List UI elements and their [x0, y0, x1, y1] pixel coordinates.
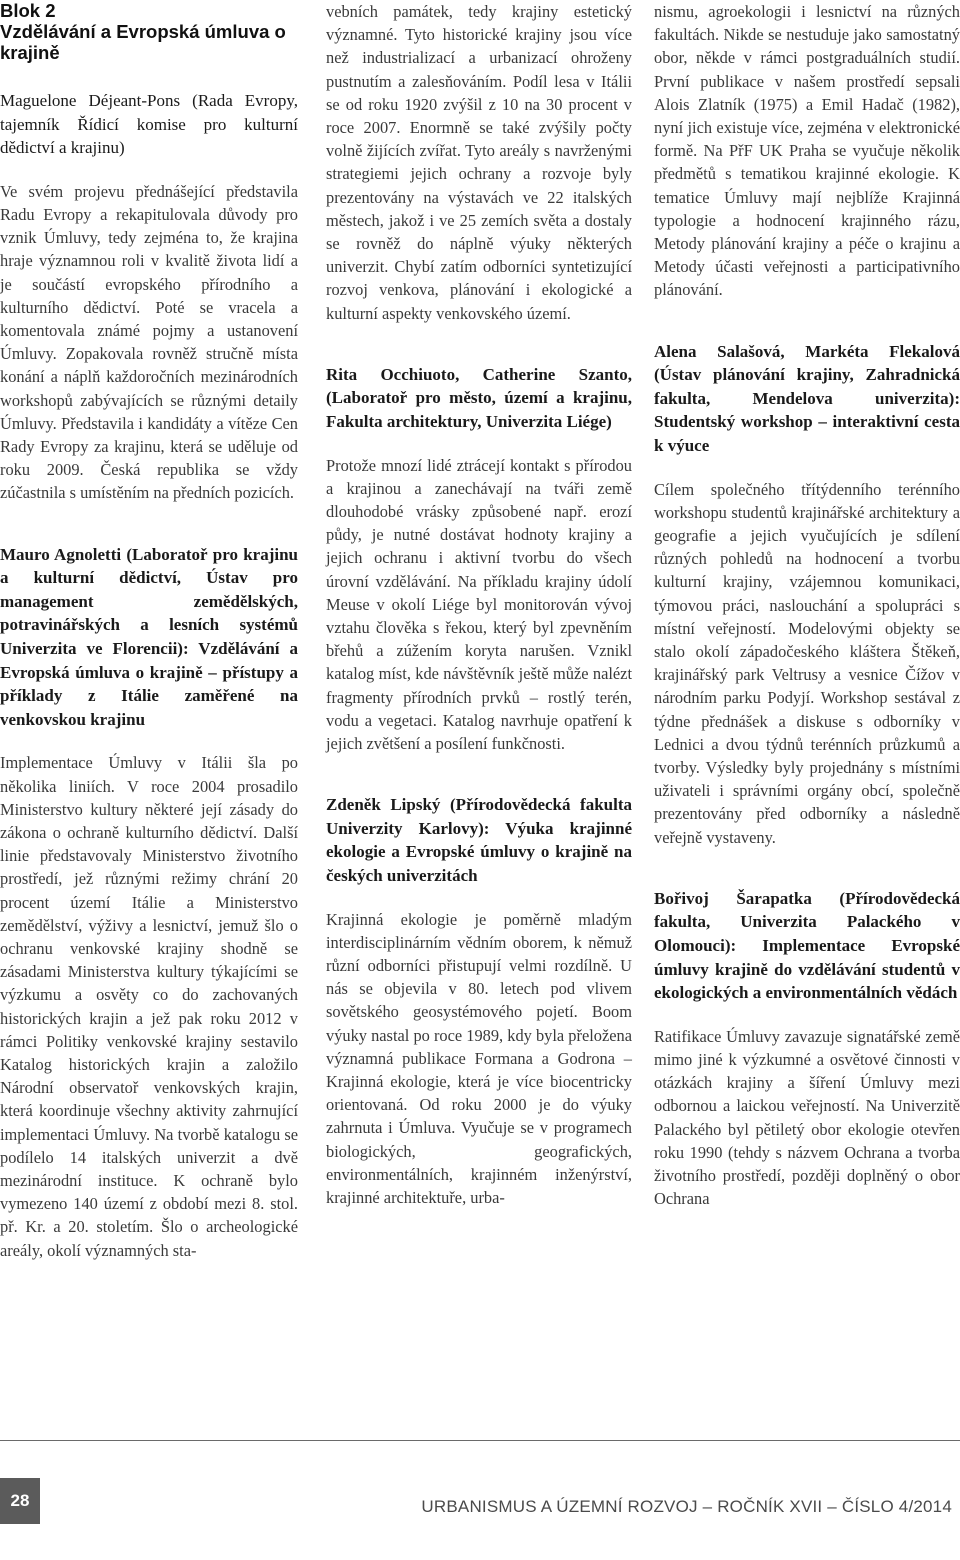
column-left: [0, 0, 298, 1262]
section-title-sarapatka: Bořivoj Šarapatka (Přírodovědecká fakulta, Univerzita Palackého v Olomouci): Implementace Evropské úmluvy krajině do vzdělávání studentů v ekologických a environmentálních vědách: [654, 888, 960, 1003]
footer-divider: [0, 1440, 960, 1441]
paragraph-lipsky-continued: nismu, agroekologii i lesnictví na různých fakultách. Nikde se nestuduje jako samostatný obor, někde v rámci postgraduálních studií. První publikace v našem prostředí sepsali Alois Zlatník (1975) a Emil Hadač (1982), nyní jich existuje více, zejména v elektronické formě. Na PřF UK Praha se vyučuje několik předmětů s tematikou krajinné ekologie. K tematice Úmluvy mají nejblíže Krajinná typologie a hodnocení krajinného rázu, Metody plánování krajiny a péče o krajinu a Metody účasti veřejnosti a participativního plánování.: [654, 2, 960, 300]
paragraph-dejeant-pons: Ve svém projevu přednášející představila Radu Evropy a rekapitulovala důvody pro vznik Úmluvy, tedy zejména to, že krajina hraje významnou roli v kvalitě života lidí a je součástí evropského přírodního a kulturního dědictví. Poté se vracela a komentovala známé pojmy a ustanovení Úmluvy. Zopakovala rovněž stručně místa konání a náplň každoročních mezinárodních workshopů zabývajících se různými detaily Úmluvy. Představila i kandidáty a vítěze Cen Rady Evropy za krajinu, která se uděluje od roku 2009. Česká republika se vždy zúčastnila s umístěním na předních pozicích.: [0, 181, 298, 503]
section-title-occhiuoto-szanto: Rita Occhiuoto, Catherine Szanto, (Laboratoř pro město, území a krajinu, Fakulta architektury, Univerzita Liége): [326, 364, 632, 432]
page-number: 28: [0, 1478, 40, 1524]
block-heading-title: Vzdělávání a Evropská úmluva o krajině: [0, 21, 286, 63]
block-heading-number: Blok 2: [0, 0, 56, 21]
spacer: [0, 505, 298, 543]
spacer: [654, 849, 960, 887]
section-title-dejeant-pons: Maguelone Déjeant-Pons (Rada Evropy, tajemník Řídicí komise pro kulturní dědictví a krajinu): [0, 91, 298, 158]
section-title-agnoletti: Mauro Agnoletti (Laboratoř pro krajinu a kulturní dědictví, Ústav pro management zemědělských, potravinářských a lesních systémů Univerzita ve Florencii): Vzdělávání a Evropská úmluva o krajině – přístupy a příklady z Itálie zaměřené na venkovskou krajinu: [0, 544, 298, 729]
paragraph-agnoletti: Implementace Úmluvy v Itálii šla po několika liniích. V roce 2004 prosadilo Ministerstvo kultury některé její zásady do zákona o ochraně kulturního dědictví. Další linie představovaly Ministerstvo životního prostředí, jež různými režimy chrání 20 procent území Itálie a Ministerstvo zemědělství, výživy a lesnictví, jemuž šlo o ochranu venkovské krajiny shodně se zásadami Ministerstva kultury týkajícími se výzkumu a osvěty co do zachovaných historických krajin a jež pak roku 2012 v rámci Politiky venkovské krajiny sestavilo Katalog historických krajin a založilo Národní observatoř venkovských krajin, která koordinuje všechny aktivity zahrnující implementaci Úmluvy. Na tvorbě katalogu se podílelo 14 italských univerzit a dvě mezinárodní instituce. K ochraně bylo vymezeno 140 území z období mezi 8. stol. př. Kr. a 20. stoletím. Šlo o archeologické areály, okolí významných sta-: [0, 753, 298, 1260]
block-heading: [0, 0, 298, 63]
paragraph-sarapatka: Ratifikace Úmluvy zavazuje signatářské země mimo jiné k výzkumné a osvětové činnosti v otázkách krajiny a šíření Úmluvy mezi odbornou a laickou veřejností. Na Univerzitě Palackého byl pětiletý obor ekologie otevřen roku 1990 (tehdy s názvem Ochrana a tvorba životního prostředí, později doplněný o obor Ochrana: [654, 1026, 960, 1209]
section-title-lipsky: Zdeněk Lipský (Přírodovědecká fakulta Univerzity Karlovy): Výuka krajinné ekologie a Evropské úmluvy o krajině na českých univerzitách: [326, 795, 632, 886]
paragraph-occhiuoto-szanto: Protože mnozí lidé ztrácejí kontakt s přírodou a krajinou a zanechávají na tváři země dlouhodobé vrásky způsobené např. erozí půdy, je nutné dostávat hodnoty krajiny a jejich ochranu i aktivní tvorbu do všech úrovní vzdělávání. Na příkladu krajiny údolí Meuse v okolí Liége byl monitorován vývoj vztahu člověka s řekou, který byl zpevněním břehů a zúžením koryta narušen. Vznikl katalog míst, kde návštěvník ještě může nalézt fragmenty přírodních prvků – rostlý terén, vodu a vegetaci. Katalog navrhuje opatření k jejich zvětšení a posílení funkčnosti.: [326, 455, 632, 754]
column-middle: [326, 0, 632, 1209]
section-title-salasova-flekalova: Alena Salašová, Markéta Flekalová (Ústav plánování krajiny, Zahradnická fakulta, Mendelova univerzita): Studentský workshop – interaktivní cesta k výuce: [654, 341, 960, 456]
paragraph-agnoletti-continued: vebních památek, tedy krajiny estetický významné. Tyto historické krajiny jsou více než industrializací a urbanizací ohroženy pustnutím a zalesňováním. Podíl lesa v Itálii se od roku 1920 zvýšil z 10 na 30 procent v roce 2007. Enormně se také zvýšily počty volně žijících zvířat. Tyto areály s navrženými strategiemi jejich ochrany a rozvoje byly prezentovány na výstavách ve 22 italských městech, jakož i ve 25 zemích světa a dostaly se rovněž do náplně výuky některých univerzit. Chybí zatím odborníci syntetizující rozvoj venkova, plánování i ekologické a kulturní aspekty venkovského území.: [326, 2, 632, 323]
spacer: [654, 302, 960, 340]
spacer: [326, 325, 632, 363]
column-right: [654, 0, 960, 1210]
journal-title: URBANISMUS A ÚZEMNÍ ROZVOJ – ROČNÍK XVII – ČÍSLO 4/2014: [421, 1497, 952, 1516]
paragraph-lipsky: Krajinná ekologie je poměrně mladým interdisciplinárním vědním oborem, k němuž různí odborníci přistupují velmi rozdílně. U nás se objevila v 80. letech pod vlivem sovětského geosystémového pojetí. Boom výuky nastal po roce 1989, kdy byla přeložena významná publikace Formana a Godrona – Krajinná ekologie, která je více biocentricky orientovaná. Od roku 2000 je do výuky zahrnuta i Úmluva. Vyučuje se v programech biologických, geografických, environmentálních, krajinném inženýrství, krajinné architektuře, urba-: [326, 909, 632, 1208]
paragraph-salasova-flekalova: Cílem společného třítýdenního terénního workshopu studentů krajinářské architektury a geografie a jejich vyučujících je sdílení různých pohledů na hodnocení a tvorbu kulturní krajiny, vzájemnou komunikaci, týmovou práci, naslouchání a spolupráci s místní veřejností. Modelovými objekty se stalo okolí západočeského kláštera Štěkeň, krajinářský park Veltrusy a vesnice Čížov v národním parku Podyjí. Workshop sestával z týdne přednášek a diskuse s odborníky v Lednici a dvou týdnů terénních průzkumů a tvorby. Výsledky byly projednány s místními uživateli i správními orgány obcí, společně prezentovány před odborníky a následně veřejně vystaveny.: [654, 479, 960, 847]
spacer: [326, 755, 632, 793]
